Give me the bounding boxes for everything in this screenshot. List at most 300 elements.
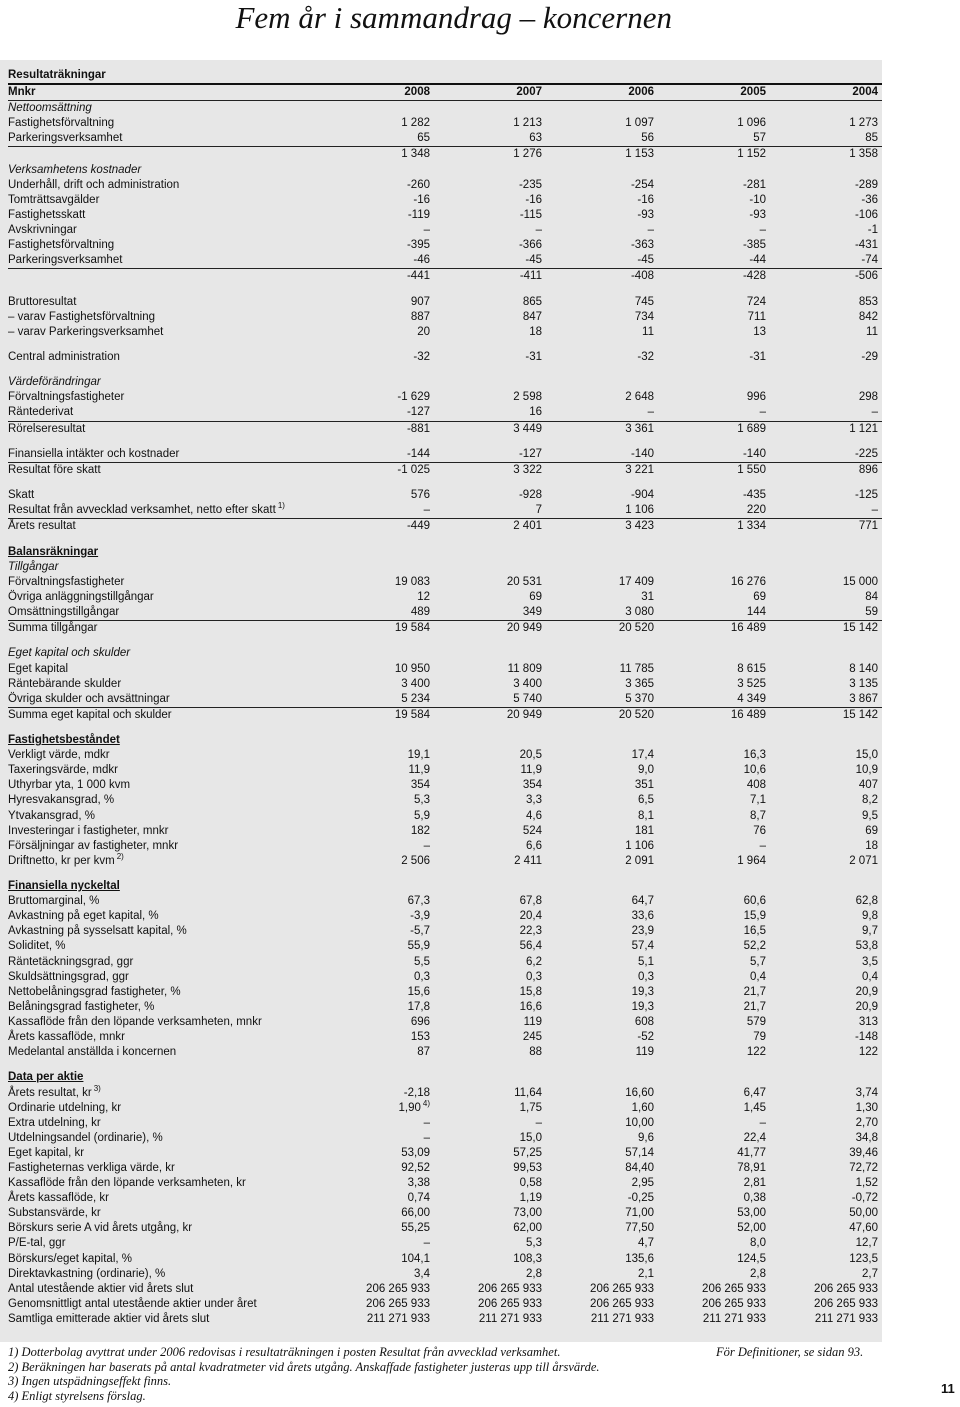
table-row: [8, 824, 882, 839]
spacer-row: [8, 869, 882, 879]
value-cell: 11: [866, 325, 878, 338]
value-cell: 69: [753, 590, 766, 603]
value-cell: 65: [417, 132, 430, 145]
table-row: [8, 101, 882, 116]
value-cell: 41,77: [737, 1146, 766, 1159]
value-cell: 10 950: [394, 662, 430, 675]
table-row: [8, 1000, 882, 1015]
row-label: Resultat före skatt: [8, 463, 101, 476]
table-row: [8, 793, 882, 808]
value-cell: 72,72: [849, 1161, 878, 1174]
value-cell: –: [759, 1116, 766, 1129]
value-cell: 3 221: [625, 463, 654, 476]
value-cell: 67,3: [407, 895, 430, 908]
value-cell: 206 265 933: [478, 1282, 542, 1295]
value-cell: 4,6: [526, 809, 542, 822]
value-cell: 69: [529, 590, 542, 603]
value-cell: 5,3: [526, 1237, 542, 1250]
value-cell: 67,8: [519, 895, 542, 908]
value-cell: 1 106: [625, 504, 654, 517]
value-cell: 57,25: [513, 1146, 542, 1159]
value-cell: 11 809: [507, 662, 542, 675]
value-cell: 896: [858, 463, 878, 476]
value-cell: 5 234: [401, 692, 430, 705]
value-cell: 16,6: [519, 1000, 542, 1013]
value-cell: 3 400: [513, 677, 542, 690]
row-label: Eget kapital och skulder: [8, 647, 131, 660]
value-cell: -148: [854, 1031, 878, 1044]
value-cell: 60,6: [743, 895, 766, 908]
value-cell: 2 648: [625, 391, 654, 404]
value-cell: 745: [634, 295, 654, 308]
value-cell: 8,1: [638, 809, 654, 822]
value-cell: –: [759, 406, 766, 419]
table-row: [8, 1252, 882, 1267]
value-cell: 57,14: [625, 1146, 654, 1159]
value-cell: 19,1: [407, 749, 430, 762]
value-cell: 354: [522, 779, 542, 792]
value-cell: -385: [742, 239, 766, 252]
row-label: Räntetäckningsgrad, ggr: [8, 955, 134, 968]
value-cell: 996: [746, 391, 766, 404]
value-cell: 245: [522, 1031, 542, 1044]
value-cell: –: [759, 839, 766, 852]
value-cell: 20,4: [519, 910, 542, 923]
table-row: [8, 350, 882, 365]
value-cell: 15,9: [743, 910, 766, 923]
value-cell: 3,74: [855, 1086, 878, 1099]
table-row: [8, 662, 882, 677]
value-cell: 0,4: [862, 970, 878, 983]
value-cell: 3,5: [862, 955, 878, 968]
value-cell: –: [647, 223, 654, 236]
section-title: [8, 1070, 882, 1085]
value-cell: 123,5: [849, 1252, 878, 1265]
table-row: [8, 1131, 882, 1146]
value-cell: 10,00: [625, 1116, 654, 1129]
value-cell: –: [423, 839, 430, 852]
table-row: [8, 560, 882, 575]
value-cell: -119: [407, 208, 430, 221]
value-cell: 135,6: [625, 1252, 654, 1265]
table-row: [8, 646, 882, 661]
table-row: [8, 1176, 882, 1191]
value-cell: –: [423, 1237, 430, 1250]
value-cell: 19,3: [631, 1000, 654, 1013]
row-label: Börskurs/eget kapital, %: [8, 1252, 133, 1265]
value-cell: -408: [630, 270, 654, 283]
row-label: Parkeringsverksamhet: [8, 132, 123, 145]
value-cell: 17,8: [407, 1000, 430, 1013]
value-cell: -31: [525, 350, 542, 363]
table-row: [8, 605, 882, 621]
value-cell: 52,00: [737, 1222, 766, 1235]
value-cell: 71,00: [625, 1207, 654, 1220]
row-label: Balansräkningar: [8, 545, 99, 558]
value-cell: 6,2: [526, 955, 542, 968]
value-cell: 2,95: [631, 1177, 654, 1190]
table-row: [8, 193, 882, 208]
value-cell: 16,5: [743, 925, 766, 938]
row-label: Medelantal anställda i koncernen: [8, 1046, 177, 1059]
value-cell: 11: [642, 325, 654, 338]
value-cell: 3,3: [526, 794, 542, 807]
value-cell: -363: [630, 239, 654, 252]
value-cell: 2,8: [750, 1267, 766, 1280]
footnote-1: 1) Dotterbolag avyttrat under 2006 redovisas i resultaträkningen i posten Resultat från avvecklad verksamhet.: [8, 1345, 561, 1359]
table-row: [8, 748, 882, 763]
footnote-2: 2) Beräkningen har baserats på antal kvadratmeter vid årets utgång. Anskaffade fastigheter justeras upp till årsvärde.: [8, 1359, 600, 1374]
value-cell: 19 584: [394, 622, 430, 635]
value-cell: 20 949: [506, 708, 542, 721]
row-label: Kassaflöde från den löpande verksamheten, mnkr: [8, 1015, 262, 1028]
value-cell: 20: [417, 325, 430, 338]
value-cell: -1 629: [397, 391, 430, 404]
row-label: Direktavkastning (ordinarie), %: [8, 1267, 166, 1280]
footnote-marker: 1): [277, 501, 285, 511]
table-row: [8, 708, 882, 723]
value-cell: 69: [865, 824, 878, 837]
value-cell: -45: [525, 254, 542, 267]
table-row: [8, 1116, 882, 1131]
value-cell: 0,4: [750, 970, 766, 983]
value-cell: 4,7: [638, 1237, 654, 1250]
value-cell: 33,6: [631, 910, 654, 923]
row-label: Avkastning på sysselsatt kapital, %: [8, 925, 187, 938]
table-row: [8, 488, 882, 503]
value-cell: 220: [746, 504, 766, 517]
row-label: Resultaträkningar: [8, 69, 106, 81]
value-cell: 34,8: [855, 1131, 878, 1144]
value-cell: 887: [410, 310, 430, 323]
value-cell: 2,81: [743, 1177, 766, 1190]
value-cell: 1 282: [401, 117, 430, 130]
value-cell: -44: [749, 254, 766, 267]
value-cell: 1 358: [849, 148, 878, 161]
value-cell: 489: [410, 606, 430, 619]
value-cell: 119: [635, 1046, 654, 1059]
value-cell: 11,9: [520, 764, 542, 777]
row-label: Central administration: [8, 350, 120, 363]
footnote-marker: 2): [116, 851, 124, 861]
value-cell: 16: [529, 406, 542, 419]
value-cell: 1 348: [401, 148, 430, 161]
table-row: [8, 1146, 882, 1161]
value-cell: 63: [529, 132, 542, 145]
value-cell: 2007: [516, 86, 542, 99]
value-cell: -32: [637, 350, 654, 363]
value-cell: 408: [746, 779, 766, 792]
value-cell: 3 867: [849, 692, 878, 705]
value-cell: 724: [746, 295, 766, 308]
table-row: [8, 1030, 882, 1045]
value-cell: 3 423: [625, 520, 654, 533]
value-cell: 206 265 933: [814, 1297, 878, 1310]
row-label: Fastighetsförvaltning: [8, 239, 115, 252]
value-cell: 2,1: [638, 1267, 654, 1280]
spacer-row: [8, 534, 882, 544]
value-cell: -93: [749, 208, 766, 221]
row-label: Verksamhetens kostnader: [8, 163, 142, 176]
value-cell: -506: [854, 270, 878, 283]
value-cell: 1 276: [513, 148, 542, 161]
table-row: [8, 116, 882, 131]
row-label: Soliditet, %: [8, 940, 66, 953]
table-header-row: [8, 85, 882, 101]
spacer-row: [8, 365, 882, 375]
value-cell: 9,6: [638, 1131, 654, 1144]
row-label: Övriga anläggningstillgångar: [8, 590, 154, 603]
value-cell: 1 096: [737, 117, 766, 130]
value-cell: -140: [742, 447, 766, 460]
value-cell: 1 152: [737, 148, 766, 161]
value-cell: 0,3: [638, 970, 654, 983]
value-cell: 78,91: [737, 1161, 766, 1174]
value-cell: 92,52: [401, 1161, 430, 1174]
value-cell: 5,5: [414, 955, 430, 968]
value-cell: 7: [535, 504, 542, 517]
value-cell: 11,64: [514, 1086, 542, 1099]
section-title: [8, 733, 882, 748]
value-cell: 2 506: [401, 854, 430, 867]
table-row: [8, 692, 882, 708]
value-cell: 66,00: [401, 1207, 430, 1220]
value-cell: -31: [749, 350, 766, 363]
value-cell: 79: [753, 1031, 766, 1044]
table-row: [8, 1206, 882, 1221]
value-cell: 50,00: [849, 1207, 878, 1220]
table-row: [8, 763, 882, 778]
row-label: Övriga skulder och avsättningar: [8, 692, 170, 705]
value-cell: 17 409: [618, 575, 654, 588]
value-cell: -289: [854, 178, 878, 191]
table-row: [8, 295, 882, 310]
table-row: [8, 851, 882, 869]
table-row: [8, 269, 882, 284]
value-cell: 608: [634, 1015, 654, 1028]
value-cell: 22,4: [743, 1131, 766, 1144]
value-cell: 206 265 933: [590, 1282, 654, 1295]
value-cell: -428: [742, 270, 766, 283]
value-cell: 20 520: [618, 708, 654, 721]
footnote-marker: 3): [93, 1083, 101, 1093]
value-cell: 73,00: [513, 1207, 542, 1220]
value-cell: 15,6: [407, 985, 430, 998]
value-cell: -36: [861, 193, 878, 206]
table-row: [8, 1098, 882, 1116]
value-cell: 1,30: [855, 1101, 878, 1114]
value-cell: 576: [410, 489, 430, 502]
value-cell: 0,3: [414, 970, 430, 983]
table-row: [8, 447, 882, 463]
table-row: [8, 422, 882, 437]
value-cell: -366: [518, 239, 542, 252]
value-cell: 15 000: [842, 575, 878, 588]
value-cell: 11,9: [408, 764, 430, 777]
value-cell: 20 949: [506, 622, 542, 635]
value-cell: 20,5: [519, 749, 542, 762]
value-cell: 3 365: [625, 677, 654, 690]
value-cell: 12,7: [855, 1237, 878, 1250]
value-cell: 2 598: [513, 391, 542, 404]
value-cell: 1 964: [737, 854, 766, 867]
spacer-row: [8, 284, 882, 294]
table-row: [8, 909, 882, 924]
table-row: [8, 238, 882, 253]
value-cell: 2 411: [514, 854, 542, 867]
value-cell: -125: [854, 489, 878, 502]
value-cell: 2005: [740, 86, 766, 99]
value-cell: 20,9: [855, 1000, 878, 1013]
row-label: Verkligt värde, mdkr: [8, 749, 110, 762]
table-row: [8, 163, 882, 178]
value-cell: -281: [742, 178, 766, 191]
table-row: [8, 677, 882, 692]
value-cell: -441: [406, 270, 430, 283]
value-cell: 122: [746, 1046, 766, 1059]
table-row: [8, 1191, 882, 1206]
value-cell: 55,9: [407, 940, 430, 953]
value-cell: 3 135: [849, 677, 878, 690]
row-label: Värdeförändringar: [8, 376, 101, 389]
value-cell: -32: [413, 350, 430, 363]
value-cell: 5,3: [414, 794, 430, 807]
value-cell: -1: [867, 223, 878, 236]
value-cell: 88: [529, 1046, 542, 1059]
value-cell: -0,25: [627, 1192, 654, 1205]
row-label: Belåningsgrad fastigheter, %: [8, 1000, 155, 1013]
row-label: Bruttomarginal, %: [8, 895, 100, 908]
value-cell: -435: [742, 489, 766, 502]
row-label: Eget kapital: [8, 662, 69, 675]
value-cell: -16: [525, 193, 542, 206]
value-cell: 15,0: [519, 1131, 542, 1144]
value-cell: 206 265 933: [366, 1297, 430, 1310]
value-cell: 847: [522, 310, 542, 323]
value-cell: –: [423, 223, 430, 236]
definitions-note: För Definitioner, se sidan 93.: [716, 1345, 864, 1359]
value-cell: 524: [522, 824, 542, 837]
row-label: Kassaflöde från den löpande verksamheten, kr: [8, 1177, 246, 1190]
value-cell: 20 531: [506, 575, 542, 588]
value-cell: -106: [854, 208, 878, 221]
value-cell: -449: [406, 520, 430, 533]
value-cell: 211 271 933: [590, 1312, 654, 1325]
value-cell: 13: [753, 325, 766, 338]
value-cell: 0,74: [407, 1192, 430, 1205]
value-cell: 842: [858, 310, 878, 323]
section-title: [8, 68, 882, 85]
value-cell: 0,58: [519, 1177, 542, 1190]
table-row: [8, 839, 882, 854]
value-cell: 62,8: [855, 895, 878, 908]
value-cell: 15 142: [842, 708, 878, 721]
value-cell: 9,7: [862, 925, 878, 938]
row-label: Fastighetsskatt: [8, 208, 86, 221]
table-row: [8, 809, 882, 824]
value-cell: 18: [529, 325, 542, 338]
value-cell: 6,6: [526, 839, 542, 852]
value-cell: 1 153: [625, 148, 654, 161]
value-cell: -93: [637, 208, 654, 221]
table-row: [8, 405, 882, 421]
value-cell: -881: [406, 422, 430, 435]
row-label: Utdelningsandel (ordinarie), %: [8, 1131, 163, 1144]
section-title: [8, 879, 882, 894]
value-cell: 2006: [628, 86, 654, 99]
row-label: Uthyrbar yta, 1 000 kvm: [8, 779, 131, 792]
value-cell: 53,8: [855, 940, 878, 953]
row-label: Finansiella intäkter och kostnader: [8, 447, 180, 460]
row-label: – varav Parkeringsverksamhet: [8, 325, 164, 338]
value-cell: 21,7: [743, 985, 766, 998]
row-label: Genomsnittligt antal utestående aktier under året: [8, 1297, 257, 1310]
value-cell: 182: [410, 824, 430, 837]
value-cell: 1,19: [519, 1192, 542, 1205]
spacer-row: [8, 478, 882, 488]
value-cell: 2 401: [513, 520, 542, 533]
value-cell: 1 550: [737, 463, 766, 476]
value-cell: 1 689: [737, 422, 766, 435]
value-cell: 349: [522, 606, 542, 619]
table-row: [8, 223, 882, 238]
value-cell: 2 071: [849, 854, 878, 867]
row-label: Tomträttsavgälder: [8, 193, 100, 206]
value-cell: 16,3: [743, 749, 766, 762]
value-cell: 8,2: [862, 794, 878, 807]
value-cell: 1 334: [737, 520, 766, 533]
value-cell: 19,3: [631, 985, 654, 998]
table-row: [8, 590, 882, 605]
row-label: Ordinarie utdelning, kr: [8, 1101, 122, 1114]
table-row: [8, 1282, 882, 1297]
row-label: Tillgångar: [8, 560, 59, 573]
table-row: [8, 955, 882, 970]
row-label: Substansvärde, kr: [8, 1207, 101, 1220]
value-cell: 1,52: [855, 1177, 878, 1190]
value-cell: 3 361: [625, 422, 654, 435]
value-cell: 15,8: [519, 985, 542, 998]
value-cell: -16: [413, 193, 430, 206]
row-label: Extra utdelning, kr: [8, 1116, 101, 1129]
table-row: [8, 1045, 882, 1060]
value-cell: –: [871, 406, 878, 419]
row-label: Rörelseresultat: [8, 422, 86, 435]
table-row: [8, 1161, 882, 1176]
value-cell: 19 083: [394, 575, 430, 588]
summary-table: [8, 68, 882, 1327]
value-cell: 3 449: [513, 422, 542, 435]
value-cell: -235: [518, 178, 542, 191]
value-cell: -140: [630, 447, 654, 460]
value-cell: –: [535, 1116, 542, 1129]
row-label: – varav Fastighetsförvaltning: [8, 310, 156, 323]
value-cell: 22,3: [519, 925, 542, 938]
value-cell: -16: [637, 193, 654, 206]
table-row: [8, 375, 882, 390]
value-cell: 122: [858, 1046, 878, 1059]
page-title: Fem år i sammandrag – koncernen: [235, 0, 672, 35]
value-cell: 85: [865, 132, 878, 145]
value-cell: 16,60: [625, 1086, 654, 1099]
spacer-row: [8, 636, 882, 646]
table-row: [8, 1312, 882, 1327]
value-cell: -5,7: [410, 925, 430, 938]
value-cell: 153: [410, 1031, 430, 1044]
value-cell: 5 370: [625, 692, 654, 705]
value-cell: 77,50: [625, 1222, 654, 1235]
row-label: Skuldsättningsgrad, ggr: [8, 970, 129, 983]
